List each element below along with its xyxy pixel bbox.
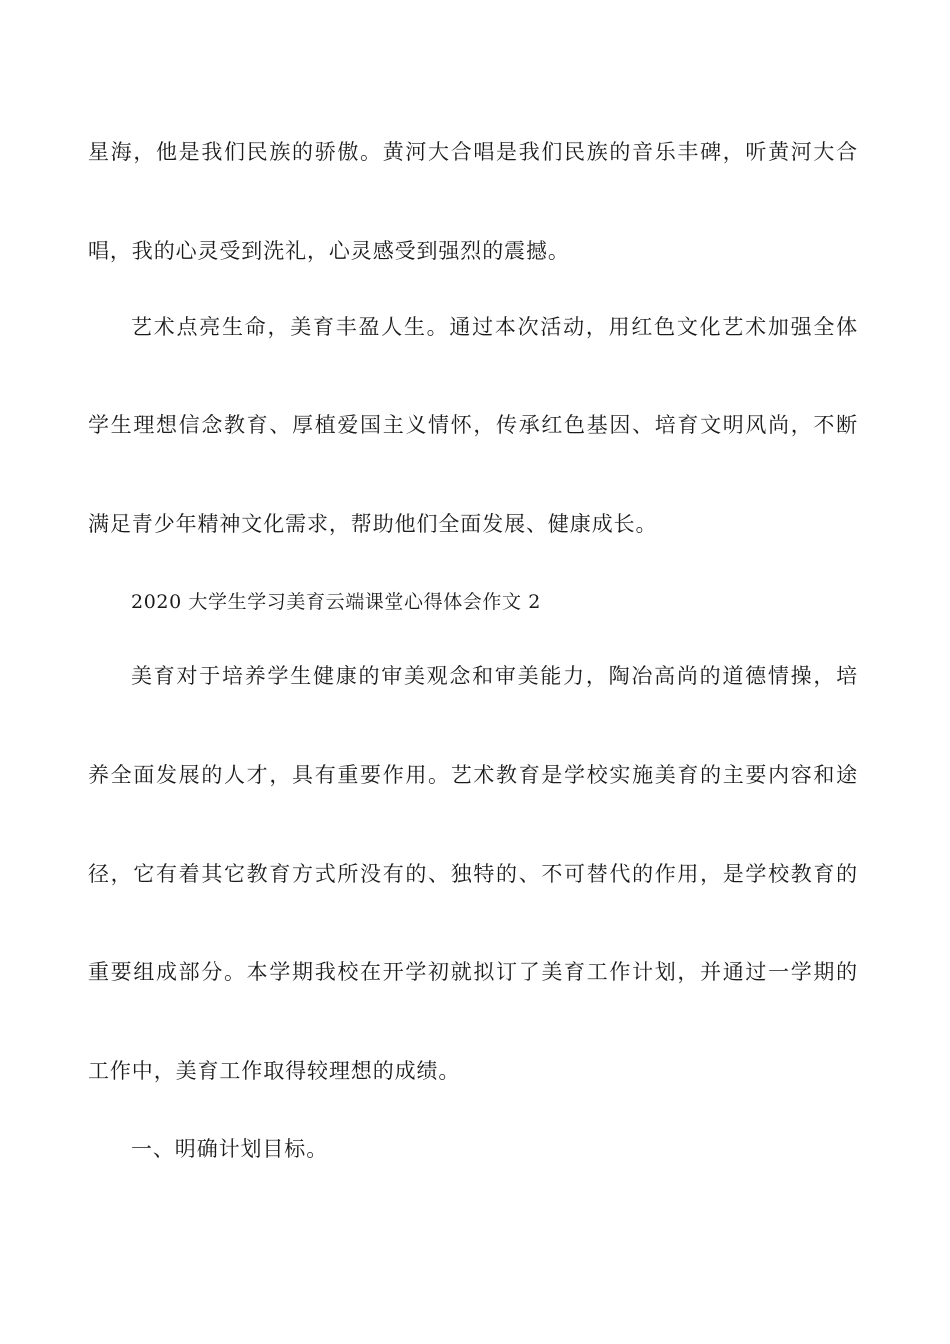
section-title: 2020 大学生学习美育云端课堂心得体会作文 2 — [131, 591, 541, 613]
body-text-line: 唱，我的心灵受到洗礼，心灵感受到强烈的震撼。 — [88, 239, 570, 263]
body-text-line: 满足青少年精神文化需求，帮助他们全面发展、健康成长。 — [88, 512, 658, 536]
body-text-line: 学生理想信念教育、厚植爱国主义情怀，传承红色基因、培育文明风尚，不断 — [88, 413, 858, 437]
body-text-line: 重要组成部分。本学期我校在开学初就拟订了美育工作计划，并通过一学期的 — [88, 960, 858, 984]
paragraph-first-line: 艺术点亮生命，美育丰盈人生。通过本次活动，用红色文化艺术加强全体 — [131, 315, 858, 339]
section-heading: 一、明确计划目标。 — [131, 1137, 329, 1161]
body-text-line: 径，它有着其它教育方式所没有的、独特的、不可替代的作用，是学校教育的 — [88, 862, 858, 886]
body-text-line: 工作中，美育工作取得较理想的成绩。 — [88, 1059, 461, 1083]
body-text-line: 养全面发展的人才，具有重要作用。艺术教育是学校实施美育的主要内容和途 — [88, 763, 858, 787]
paragraph-first-line: 美育对于培养学生健康的审美观念和审美能力，陶冶高尚的道德情操，培 — [131, 664, 858, 688]
body-text-line: 星海，他是我们民族的骄傲。黄河大合唱是我们民族的音乐丰碑，听黄河大合 — [88, 140, 858, 164]
